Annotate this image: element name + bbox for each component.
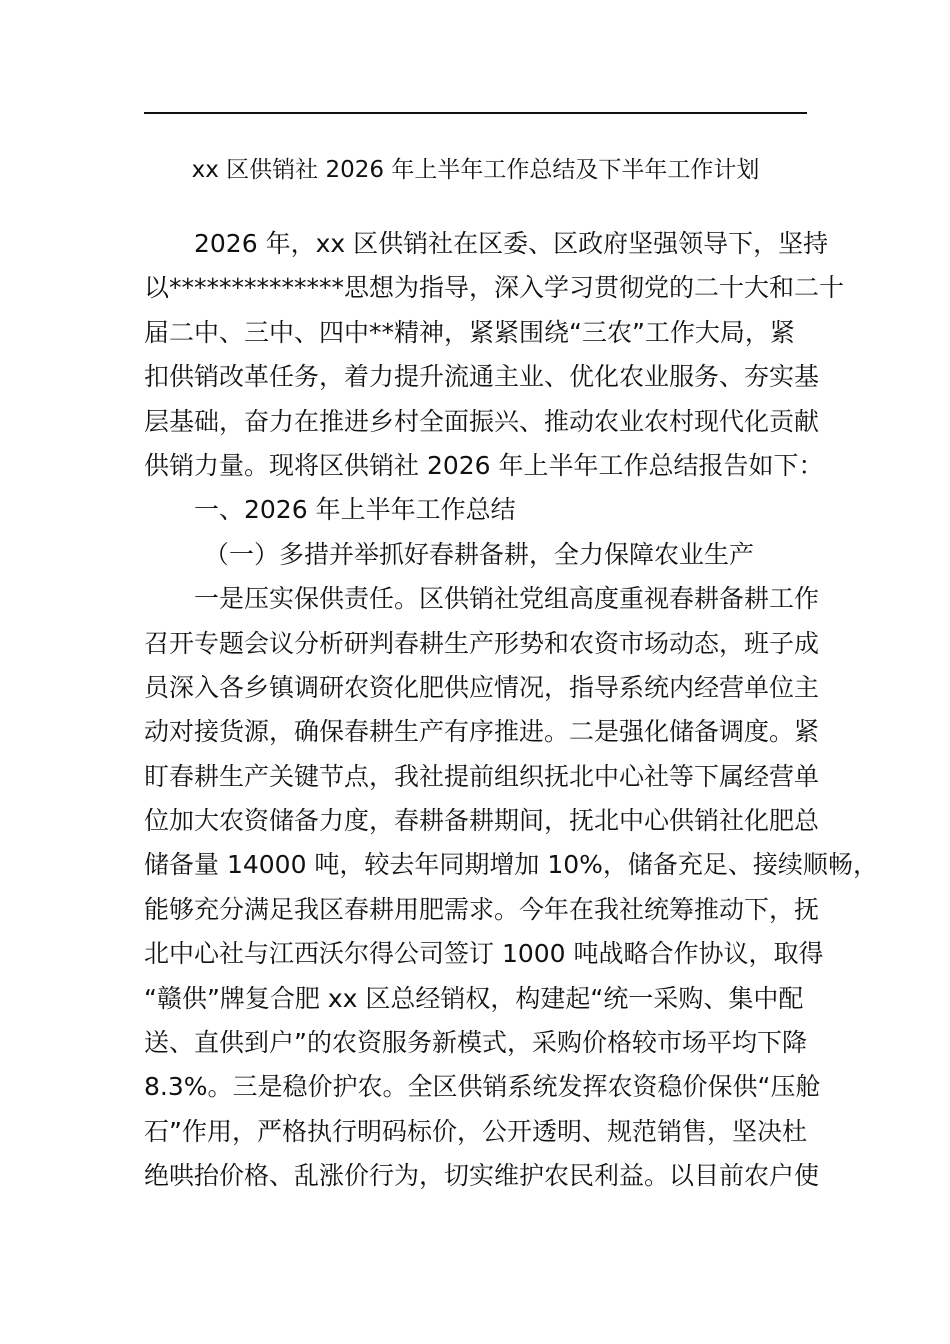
paragraph-line: 供销力量。现将区供销社 2026 年上半年工作总结报告如下：	[144, 450, 824, 480]
paragraph-line: 石”作用，严格执行明码标价，公开透明、规范销售，坚决杜	[144, 1116, 807, 1146]
paragraph-line: “赣供”牌复合肥 xx 区总经销权，构建起“统一采购、集中配	[144, 983, 804, 1013]
paragraph-line: 扣供销改革任务，着力提升流通主业、优化农业服务、夯实基	[144, 362, 820, 392]
section-heading: 一、2026 年上半年工作总结	[194, 495, 516, 525]
paragraph-line: 位加大农资储备力度，春耕备耕期间，抚北中心供销社化肥总	[144, 806, 820, 836]
paragraph-line: 一是压实保供责任。区供销社党组高度重视春耕备耕工作	[194, 584, 820, 614]
paragraph-line: 8.3%。三是稳价护农。全区供销系统发挥农资稳价保供“压舱	[144, 1072, 821, 1102]
paragraph-line: 能够充分满足我区春耕用肥需求。今年在我社统筹推动下，抚	[144, 894, 820, 924]
paragraph-line: 2026 年，xx 区供销社在区委、区政府坚强领导下，坚持	[194, 229, 829, 258]
document-body	[144, 222, 878, 1199]
paragraph-line: 层基础，奋力在推进乡村全面振兴、推动农业农村现代化贡献	[144, 406, 820, 436]
paragraph-line: 届二中、三中、四中**精神，紧紧围绕“三农”工作大局，紧	[144, 317, 795, 347]
document-title: xx 区供销社 2026 年上半年工作总结及下半年工作计划	[191, 157, 760, 183]
paragraph-line: 召开专题会议分析研判春耕生产形势和农资市场动态，班子成	[144, 628, 820, 658]
paragraph-line: 动对接货源，确保春耕生产有序推进。二是强化储备调度。紧	[144, 717, 820, 747]
paragraph-line: 送、直供到户”的农资服务新模式，采购价格较市场平均下降	[144, 1028, 807, 1058]
paragraph-line: 盯春耕生产关键节点，我社提前组织抚北中心社等下属经营单	[144, 761, 820, 791]
paragraph-line: 员深入各乡镇调研农资化肥供应情况，指导系统内经营单位主	[144, 672, 820, 702]
subsection-heading: （一）多措并举抓好春耕备耕，全力保障农业生产	[204, 539, 755, 569]
paragraph-line: 储备量 14000 吨，较去年同期增加 10%，储备充足、接续顺畅，	[144, 850, 878, 880]
paragraph-line: 以**************思想为指导，深入学习贯彻党的二十大和二十	[144, 273, 845, 303]
paragraph-line: 北中心社与江西沃尔得公司签订 1000 吨战略合作协议，取得	[144, 939, 824, 969]
header-rule	[144, 112, 807, 114]
paragraph-line: 绝哄抬价格、乱涨价行为，切实维护农民利益。以目前农户使	[144, 1161, 820, 1191]
